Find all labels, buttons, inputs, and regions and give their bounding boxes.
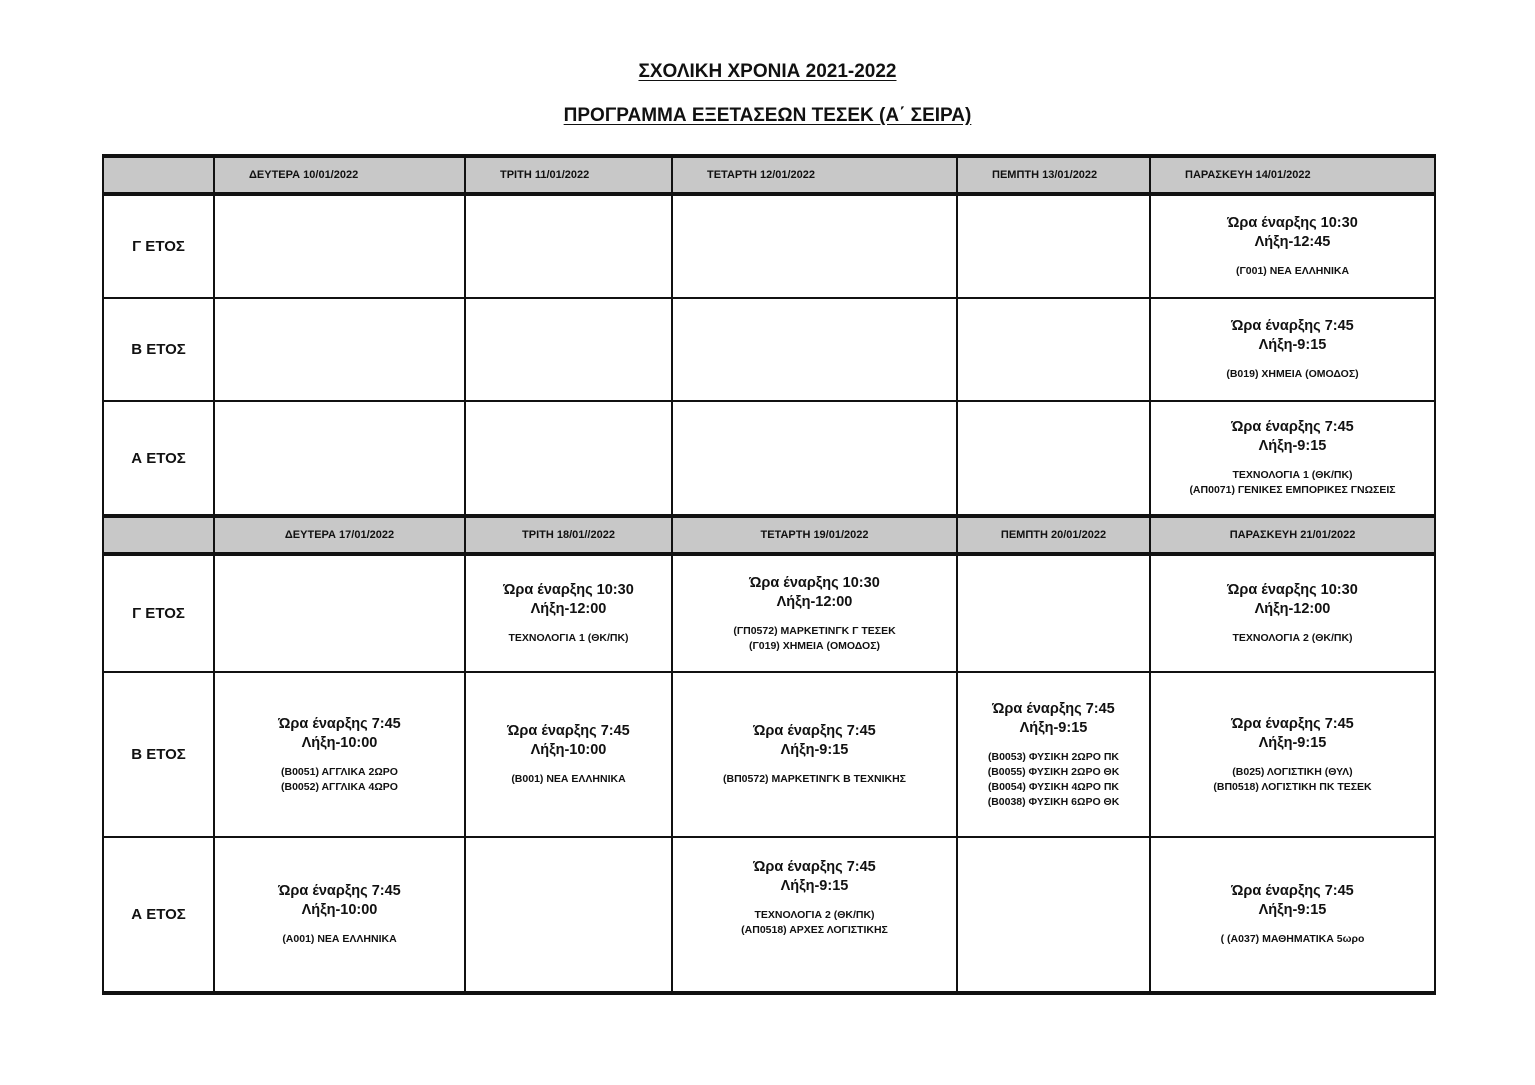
exam-entry	[1151, 418, 1434, 498]
exam-subject: ( (Α037) ΜΑΘΗΜΑΤΙΚΑ 5ωρο	[1220, 933, 1365, 945]
day-header: ΤΕΤΑΡΤΗ 19/01/2022	[672, 516, 957, 554]
exam-cell	[465, 554, 672, 672]
exam-cell	[214, 401, 465, 516]
year-label: Γ ΕΤΟΣ	[103, 194, 214, 298]
exam-cell	[672, 554, 957, 672]
day-header: ΠΕΜΠΤΗ 20/01/2022	[957, 516, 1150, 554]
schedule-row	[103, 298, 1435, 401]
day-header: ΠΑΡΑΣΚΕΥΗ 14/01/2022	[1150, 156, 1435, 194]
exam-cell	[465, 672, 672, 837]
exam-subject: (ΑΠ0071) ΓΕΝΙΚΕΣ ΕΜΠΟΡΙΚΕΣ ΓΝΩΣΕΙΣ	[1189, 484, 1396, 496]
year-label: Β ΕΤΟΣ	[103, 298, 214, 401]
exam-cell	[957, 401, 1150, 516]
exam-start-time: Ώρα έναρξης 7:45	[1231, 883, 1354, 899]
exam-subject: (Β0052) ΑΓΓΛΙΚΑ 4ΩΡΟ	[281, 780, 398, 793]
year-label: Β ΕΤΟΣ	[103, 672, 214, 837]
exam-subjects	[1221, 932, 1365, 947]
exam-cell	[214, 554, 465, 672]
exam-subject: (Β0053) ΦΥΣΙΚΗ 2ΩΡΟ ΠΚ	[987, 750, 1119, 763]
exam-entry	[1151, 882, 1434, 947]
exam-end-time: Λήξη-9:15	[780, 742, 849, 758]
exam-start-time: Ώρα έναρξης 7:45	[1231, 419, 1354, 435]
exam-subjects	[1213, 765, 1371, 795]
exam-subject: (Β0038) ΦΥΣΙΚΗ 6ΩΡΟ ΘΚ	[987, 795, 1120, 808]
exam-end-time: Λήξη-12:00	[530, 601, 607, 617]
exam-cell	[957, 298, 1150, 401]
exam-cell	[672, 194, 957, 298]
exam-entry	[1151, 581, 1434, 646]
exam-cell	[214, 672, 465, 837]
exam-start-time: Ώρα έναρξης 7:45	[1231, 318, 1354, 334]
exam-subjects	[1189, 468, 1395, 498]
exam-subject: (Β001) ΝΕΑ ΕΛΛΗΝΙΚΑ	[511, 773, 626, 785]
exam-end-time: Λήξη-12:45	[1254, 234, 1331, 250]
page-title: ΣΧΟΛΙΚΗ ΧΡΟΝΙΑ 2021-2022	[638, 61, 897, 82]
exam-subjects	[511, 772, 625, 787]
exam-subject: (Β025) ΛΟΓΙΣΤΙΚΗ (ΘΥΛ)	[1232, 765, 1353, 778]
page-subtitle: ΠΡΟΓΡΑΜΜΑ ΕΞΕΤΑΣΕΩΝ ΤΕΣΕΚ (Α΄ ΣΕΙΡΑ)	[563, 105, 972, 126]
exam-subject: (ΒΠ0518) ΛΟΓΙΣΤΙΚΗ ΠΚ ΤΕΣΕΚ	[1213, 780, 1372, 793]
header-corner-cell	[103, 516, 214, 554]
exam-cell	[1150, 672, 1435, 837]
exam-cell	[465, 298, 672, 401]
exam-entry	[466, 722, 671, 787]
exam-cell	[214, 837, 465, 993]
exam-cell	[957, 554, 1150, 672]
exam-start-time: Ώρα έναρξης 7:45	[992, 700, 1115, 717]
exam-start-time: Ώρα έναρξης 10:30	[749, 574, 880, 591]
exam-start-time: Ώρα έναρξης 10:30	[1227, 582, 1358, 598]
exam-subject: (Α001) ΝΕΑ ΕΛΛΗΝΙΚΑ	[282, 933, 397, 945]
exam-entry	[673, 722, 956, 787]
exam-start-time: Ώρα έναρξης 10:30	[1227, 215, 1358, 231]
exam-subject: ΤΕΧΝΟΛΟΓΙΑ 1 (ΘΚ/ΠΚ)	[1232, 469, 1353, 481]
exam-subjects	[733, 624, 895, 654]
exam-cell	[1150, 194, 1435, 298]
exam-subject: (ΓΠ0572) ΜΑΡΚΕΤΙΝΓΚ Γ ΤΕΣΕΚ	[733, 624, 896, 637]
exam-cell	[1150, 401, 1435, 516]
schedule-row	[103, 837, 1435, 993]
exam-cell	[214, 194, 465, 298]
exam-start-time: Ώρα έναρξης 7:45	[1231, 715, 1354, 732]
exam-end-time: Λήξη-9:15	[1019, 719, 1088, 736]
exam-start-time: Ώρα έναρξης 7:45	[278, 883, 401, 899]
exam-start-time: Ώρα έναρξης 7:45	[507, 723, 630, 739]
exam-subject: ΤΕΧΝΟΛΟΓΙΑ 2 (ΘΚ/ΠΚ)	[1232, 632, 1353, 644]
exam-start-time: Ώρα έναρξης 10:30	[503, 582, 634, 598]
exam-entry	[1151, 715, 1434, 795]
exam-subject: (Γ001) ΝΕΑ ΕΛΛΗΝΙΚΑ	[1235, 265, 1350, 277]
exam-cell	[672, 401, 957, 516]
exam-cell	[1150, 837, 1435, 993]
year-label: Α ΕΤΟΣ	[103, 837, 214, 993]
exam-cell	[465, 401, 672, 516]
exam-cell	[214, 298, 465, 401]
exam-start-time: Ώρα έναρξης 7:45	[278, 715, 401, 732]
exam-entry	[215, 715, 464, 795]
exam-entry	[1151, 214, 1434, 279]
day-header: ΠΕΜΠΤΗ 13/01/2022	[957, 156, 1150, 194]
exam-end-time: Λήξη-10:00	[530, 742, 607, 758]
exam-end-time: Λήξη-12:00	[1254, 601, 1331, 617]
exam-entry	[673, 858, 956, 938]
exam-end-time: Λήξη-9:15	[1258, 734, 1327, 751]
exam-entry	[1151, 317, 1434, 382]
exam-end-time: Λήξη-12:00	[776, 593, 853, 610]
exam-subject: (Β019) ΧΗΜΕΙΑ (ΟΜΟΔΟΣ)	[1226, 368, 1359, 380]
exam-cell	[957, 194, 1150, 298]
day-header: ΤΕΤΑΡΤΗ 12/01/2022	[672, 156, 957, 194]
exam-end-time: Λήξη-9:15	[1258, 438, 1327, 454]
exam-entry	[215, 882, 464, 947]
exam-subjects	[282, 932, 396, 947]
exam-subject: ΤΕΧΝΟΛΟΓΙΑ 2 (ΘΚ/ΠΚ)	[754, 908, 875, 921]
exam-cell	[672, 672, 957, 837]
exam-end-time: Λήξη-10:00	[301, 734, 378, 751]
year-label: Γ ΕΤΟΣ	[103, 554, 214, 672]
exam-subjects	[988, 750, 1120, 810]
exam-cell	[957, 672, 1150, 837]
day-header: ΤΡΙΤΗ 18/01//2022	[465, 516, 672, 554]
exam-subject: (ΒΠ0572) ΜΑΡΚΕΤΙΝΓΚ Β ΤΕΧΝΙΚΗΣ	[723, 773, 906, 785]
exam-cell	[465, 837, 672, 993]
schedule-row	[103, 194, 1435, 298]
day-header-row	[103, 516, 1435, 554]
exam-subjects	[508, 631, 628, 646]
exam-subjects	[1226, 367, 1358, 382]
day-header-row	[103, 156, 1435, 194]
exam-cell	[957, 837, 1150, 993]
exam-cell	[672, 837, 957, 993]
exam-entry	[673, 574, 956, 654]
exam-subjects	[281, 765, 398, 795]
exam-entry	[958, 700, 1149, 810]
header-corner-cell	[103, 156, 214, 194]
exam-schedule-table	[102, 154, 1436, 995]
exam-cell	[1150, 554, 1435, 672]
schedule-row	[103, 672, 1435, 837]
exam-subject: (Β0054) ΦΥΣΙΚΗ 4ΩΡΟ ΠΚ	[987, 780, 1119, 793]
day-header: ΤΡΙΤΗ 11/01/2022	[465, 156, 672, 194]
exam-start-time: Ώρα έναρξης 7:45	[753, 858, 876, 875]
year-label: Α ΕΤΟΣ	[103, 401, 214, 516]
schedule-row	[103, 401, 1435, 516]
exam-subjects	[1236, 264, 1349, 279]
exam-entry	[466, 581, 671, 646]
exam-subjects	[1232, 631, 1352, 646]
exam-end-time: Λήξη-9:15	[1258, 902, 1327, 918]
day-header: ΔΕΥΤΕΡΑ 10/01/2022	[214, 156, 465, 194]
exam-end-time: Λήξη-9:15	[780, 877, 849, 894]
schedule-row	[103, 554, 1435, 672]
exam-subject: ΤΕΧΝΟΛΟΓΙΑ 1 (ΘΚ/ΠΚ)	[508, 632, 629, 644]
exam-subject: (Β0055) ΦΥΣΙΚΗ 2ΩΡΟ ΘΚ	[987, 765, 1120, 778]
exam-subjects	[741, 908, 888, 938]
exam-subject: (ΑΠ0518) ΑΡΧΕΣ ΛΟΓΙΣΤΙΚΗΣ	[741, 923, 888, 936]
day-header: ΠΑΡΑΣΚΕΥΗ 21/01/2022	[1150, 516, 1435, 554]
exam-end-time: Λήξη-9:15	[1258, 337, 1327, 353]
exam-cell	[672, 298, 957, 401]
exam-end-time: Λήξη-10:00	[301, 902, 378, 918]
exam-subject: (Γ019) ΧΗΜΕΙΑ (ΟΜΟΔΟΣ)	[748, 639, 881, 652]
exam-subjects	[723, 772, 906, 787]
exam-start-time: Ώρα έναρξης 7:45	[753, 723, 876, 739]
exam-subject: (Β0051) ΑΓΓΛΙΚΑ 2ΩΡΟ	[281, 765, 398, 778]
exam-cell	[1150, 298, 1435, 401]
day-header: ΔΕΥΤΕΡΑ 17/01/2022	[214, 516, 465, 554]
exam-cell	[465, 194, 672, 298]
